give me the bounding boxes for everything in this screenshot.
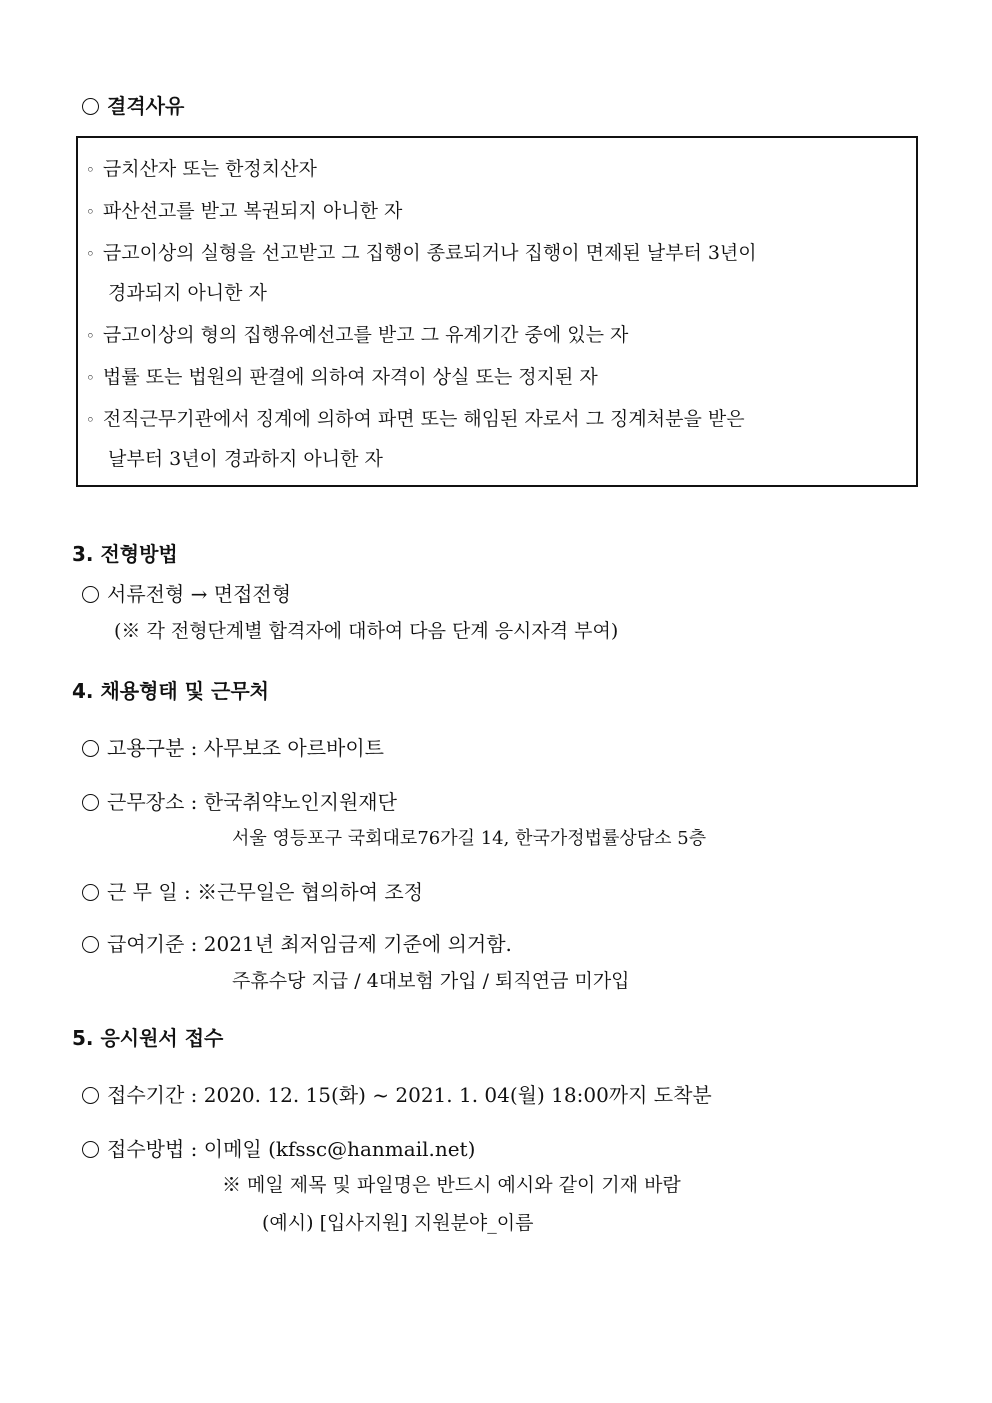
- application-method-row: 접수방법 : 이메일 (kfssc@hanmail.net): [82, 1133, 475, 1162]
- workplace-row: 근무장소 : 한국취약노인지원재단: [82, 786, 397, 815]
- workdays-row: 근 무 일 : ※근무일은 협의하여 조정: [82, 876, 423, 905]
- workplace-address: 서울 영등포구 국회대로76가길 14, 한국가정법률상담소 5층: [232, 828, 707, 849]
- section-heading: 5. 응시원서 접수: [72, 1026, 224, 1050]
- application-period-row: 접수기간 : 2020. 12. 15(화) ~ 2021. 1. 04(월) 18:00까지 도착분: [82, 1079, 712, 1108]
- employment-type-row: 고용구분 : 사무보조 아르바이트: [82, 732, 384, 761]
- list-item: ◦ 금고이상의 실형을 선고받고 그 집행이 종료되거나 집행이 면제된 날부터 3년이: [86, 242, 757, 264]
- section-heading: 3. 전형방법: [72, 542, 178, 566]
- circle-bullet-icon: [82, 1141, 99, 1158]
- selection-note: (※ 각 전형단계별 합격자에 대하여 다음 단계 응시자격 부여): [114, 620, 619, 642]
- list-item-continuation: 경과되지 아니한 자: [108, 282, 267, 304]
- list-item: ◦ 금치산자 또는 한정치산자: [86, 158, 317, 180]
- circle-bullet-icon: [82, 936, 99, 953]
- email-subject-example: (예시) [입사지원] 지원분야_이름: [262, 1212, 534, 1234]
- list-item: ◦ 파산선고를 받고 복권되지 아니한 자: [86, 200, 403, 222]
- list-item: ◦ 금고이상의 형의 집행유예선고를 받고 그 유계기간 중에 있는 자: [86, 324, 629, 346]
- circle-bullet-icon: [82, 586, 99, 603]
- circle-bullet-icon: [82, 1087, 99, 1104]
- list-item: ◦ 전직근무기관에서 징계에 의하여 파면 또는 해임된 자로서 그 징계처분을 받은: [86, 408, 745, 430]
- salary-detail: 주휴수당 지급 / 4대보험 가입 / 퇴직연금 미가입: [232, 970, 630, 992]
- list-item-continuation: 날부터 3년이 경과하지 아니한 자: [108, 448, 383, 470]
- circle-bullet-icon: [82, 794, 99, 811]
- salary-row: 급여기준 : 2021년 최저임금제 기준에 의거함.: [82, 928, 512, 957]
- circle-bullet-icon: [82, 98, 99, 115]
- circle-bullet-icon: [82, 884, 99, 901]
- email-subject-note: ※ 메일 제목 및 파일명은 반드시 예시와 같이 기재 바람: [222, 1174, 681, 1196]
- list-item: ◦ 법률 또는 법원의 판결에 의하여 자격이 상실 또는 정지된 자: [86, 366, 598, 388]
- disqualification-title: 결격사유: [82, 90, 184, 119]
- section-heading: 4. 채용형태 및 근무처: [72, 679, 269, 703]
- disqualification-box: [76, 136, 918, 487]
- selection-process: 서류전형 → 면접전형: [82, 578, 291, 607]
- circle-bullet-icon: [82, 740, 99, 757]
